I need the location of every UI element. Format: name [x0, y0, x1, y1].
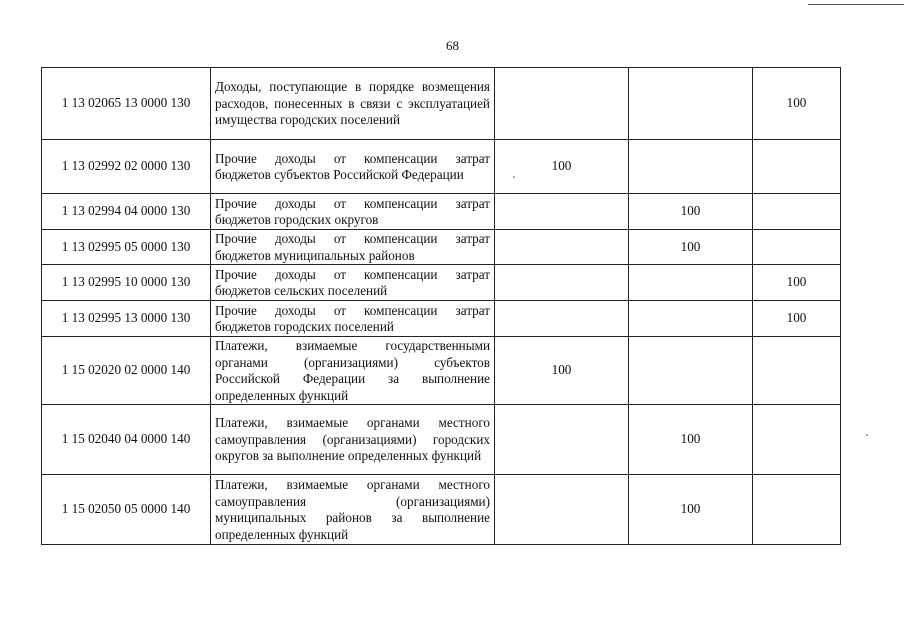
share-value-cell-1: [495, 405, 629, 475]
share-value-cell-2: [629, 140, 753, 194]
revenue-name-cell: Прочие доходы от компенсации затрат бюджетов муниципальных районов: [211, 230, 495, 265]
share-value-cell-2: [629, 265, 753, 301]
revenue-name-cell: Платежи, взимаемые органами местного самоуправления (организациями) городских округов за выполнение определенных функций: [211, 405, 495, 475]
share-value-cell-3: [753, 475, 841, 545]
header-rule: [808, 4, 904, 5]
share-value-cell-1: [495, 230, 629, 265]
share-value-cell-3: [753, 337, 841, 405]
revenue-name-cell: Прочие доходы от компенсации затрат бюджетов городских поселений: [211, 301, 495, 337]
share-value-cell-3: 100: [753, 301, 841, 337]
scan-speck: [513, 176, 515, 178]
share-value-cell-2: [629, 301, 753, 337]
table-row: [42, 230, 841, 265]
budget-code-cell: 1 13 02995 05 0000 130: [42, 230, 211, 265]
share-value-cell-2: 100: [629, 230, 753, 265]
table-row: [42, 405, 841, 475]
share-value-cell-3: 100: [753, 265, 841, 301]
share-value-cell-1: [495, 194, 629, 230]
table-row: [42, 475, 841, 545]
share-value-cell-1: [495, 301, 629, 337]
scan-speck: [866, 434, 868, 436]
revenue-name-cell: Прочие доходы от компенсации затрат бюджетов субъектов Российской Федерации: [211, 140, 495, 194]
revenue-name-cell: Платежи, взимаемые государственными органами (организациями) субъектов Российской Федерации за выполнение определенных функций: [211, 337, 495, 405]
share-value-cell-3: [753, 194, 841, 230]
share-value-cell-3: [753, 230, 841, 265]
table-row: [42, 140, 841, 194]
revenue-name-cell: Прочие доходы от компенсации затрат бюджетов городских округов: [211, 194, 495, 230]
share-value-cell-3: 100: [753, 68, 841, 140]
share-value-cell-1: [495, 68, 629, 140]
share-value-cell-2: [629, 337, 753, 405]
share-value-cell-2: [629, 68, 753, 140]
budget-code-cell: 1 13 02994 04 0000 130: [42, 194, 211, 230]
budget-code-cell: 1 15 02040 04 0000 140: [42, 405, 211, 475]
share-value-cell-1: [495, 475, 629, 545]
share-value-cell-1: 100: [495, 140, 629, 194]
share-value-cell-3: [753, 140, 841, 194]
budget-code-cell: 1 13 02065 13 0000 130: [42, 68, 211, 140]
budget-code-cell: 1 15 02050 05 0000 140: [42, 475, 211, 545]
budget-code-cell: 1 13 02995 13 0000 130: [42, 301, 211, 337]
revenue-distribution-table: [41, 67, 841, 545]
table-row: [42, 337, 841, 405]
share-value-cell-2: 100: [629, 405, 753, 475]
share-value-cell-3: [753, 405, 841, 475]
revenue-name-cell: Платежи, взимаемые органами местного самоуправления (организациями) муниципальных районов за выполнение определенных функций: [211, 475, 495, 545]
revenue-name-cell: Прочие доходы от компенсации затрат бюджетов сельских поселений: [211, 265, 495, 301]
table-row: [42, 265, 841, 301]
table-row: [42, 301, 841, 337]
table-row: [42, 194, 841, 230]
share-value-cell-2: 100: [629, 194, 753, 230]
share-value-cell-1: [495, 265, 629, 301]
budget-code-cell: 1 13 02995 10 0000 130: [42, 265, 211, 301]
revenue-name-cell: Доходы, поступающие в порядке возмещения расходов, понесенных в связи с эксплуатацией имущества городских поселений: [211, 68, 495, 140]
budget-code-cell: 1 15 02020 02 0000 140: [42, 337, 211, 405]
share-value-cell-2: 100: [629, 475, 753, 545]
share-value-cell-1: 100: [495, 337, 629, 405]
budget-code-cell: 1 13 02992 02 0000 130: [42, 140, 211, 194]
page-number: 68: [446, 38, 459, 53]
table-row: [42, 68, 841, 140]
